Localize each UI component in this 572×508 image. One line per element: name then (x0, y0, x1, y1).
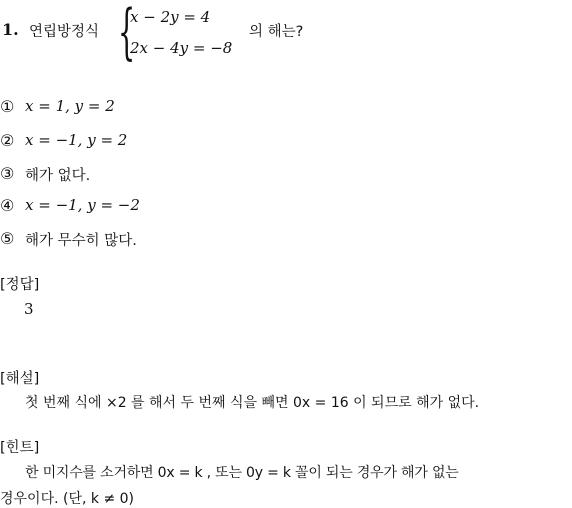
equation-2: 2x − 4y = −8 (130, 39, 233, 57)
question-prefix: 연립방정식 (29, 24, 100, 40)
choice-5-text: 해가 무수히 많다. (25, 233, 137, 249)
choice-2-mark: ② (0, 131, 15, 150)
choice-2-text: x = −1, y = 2 (25, 131, 128, 149)
question-number: 1. (2, 20, 19, 39)
choice-1-mark: ① (0, 97, 15, 116)
choice-4-text: x = −1, y = −2 (25, 196, 140, 214)
answer-value: 3 (24, 300, 34, 318)
choice-3-text: 해가 없다. (25, 168, 91, 184)
equation-1: x − 2y = 4 (130, 8, 211, 26)
explanation-text: 첫 번째 식에 ×2 를 해서 두 번째 식을 빼면 0x = 16 이 되므로 해가 없다. (25, 395, 480, 411)
explanation-label: [해설] (0, 371, 40, 387)
hint-line-2: 경우이다. (단, k ≠ 0) (0, 491, 134, 507)
choice-1-text: x = 1, y = 2 (25, 97, 115, 115)
choice-4-mark: ④ (0, 196, 15, 215)
choice-5-mark: ⑤ (0, 229, 15, 248)
hint-line-1: 한 미지수를 소거하면 0x = k , 또는 0y = k 꼴이 되는 경우가 해가 없는 (25, 465, 459, 481)
question-suffix: 의 해는? (249, 24, 304, 40)
system-brace: { (118, 0, 136, 67)
answer-label: [정답] (0, 277, 40, 293)
choice-3-mark: ③ (0, 164, 15, 183)
hint-label: [힌트] (0, 440, 40, 456)
